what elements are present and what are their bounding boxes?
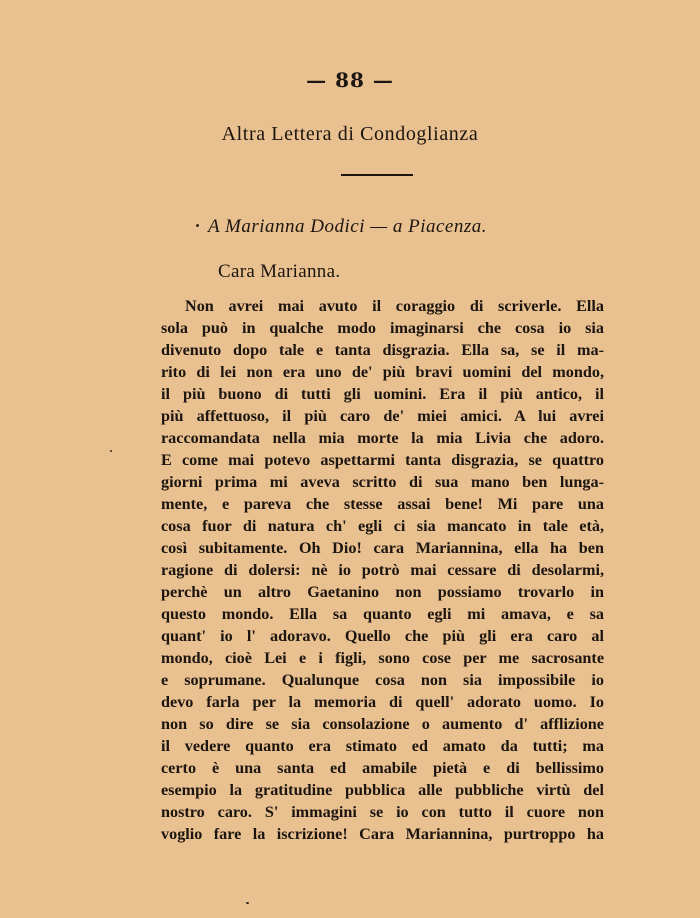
body-line: cosa fuor di natura ch' egli ci sia mancato in tale età, <box>161 517 604 535</box>
letter-body <box>161 295 604 845</box>
body-line: sola può in qualche modo imaginarsi che cosa io sia <box>161 319 604 337</box>
body-line: mente, e pareva che stesse assai bene! Mi pare una <box>161 495 604 513</box>
letter-addressee: A Marianna Dodici — a Piacenza. <box>208 216 488 237</box>
paper-speck <box>196 224 199 227</box>
body-line: nostro caro. S' immagini se io con tutto il cuore non <box>161 803 604 821</box>
body-line: E come mai potevo aspettarmi tanta disgrazia, se quattro <box>161 451 604 469</box>
body-line: voglio fare la iscrizione! Cara Mariannina, purtroppo ha <box>161 825 604 843</box>
letter-title: Altra Lettera di Condoglianza <box>221 123 479 145</box>
body-line: più affettuoso, il più caro de' miei amici. A lui avrei <box>161 407 604 425</box>
body-line: giorni prima mi aveva scritto di sua mano ben lunga- <box>161 473 604 491</box>
body-line: questo mondo. Ella sa quanto egli mi amava, e sa <box>161 605 604 623</box>
body-line: non so dire se sia consolazione o aumento d' afflizione <box>161 715 604 733</box>
body-line: raccomandata nella mia morte la mia Livia che adoro. <box>161 429 604 447</box>
letter-salutation: Cara Marianna. <box>218 261 341 282</box>
paper-speck <box>246 902 249 904</box>
body-line: perchè un altro Gaetanino non possiamo trovarlo in <box>161 583 604 601</box>
body-line: esempio la gratitudine pubblica alle pubbliche virtù del <box>161 781 604 799</box>
body-line: così subitamente. Oh Dio! cara Mariannina, ella ha ben <box>161 539 604 557</box>
title-divider <box>341 174 413 176</box>
body-line: Non avrei mai avuto il coraggio di scriverle. Ella <box>185 297 604 315</box>
paper-speck <box>110 450 112 452</box>
body-line: divenuto dopo tale e tanta disgrazia. Ella sa, se il ma- <box>161 341 604 359</box>
body-line: il più buono di tutti gli uomini. Era il più antico, il <box>161 385 604 403</box>
body-line: quant' io l' adoravo. Quello che più gli era caro al <box>161 627 604 645</box>
body-line: certo è una santa ed amabile pietà e di bellissimo <box>161 759 604 777</box>
page-number: — 88 — <box>306 68 394 92</box>
body-line: ragione di dolersi: nè io potrò mai cessare di desolarmi, <box>161 561 604 579</box>
body-line: il vedere quanto era stimato ed amato da tutti; ma <box>161 737 604 755</box>
body-line: mondo, cioè Lei e i figli, sono cose per me sacrosante <box>161 649 604 667</box>
body-line: e soprumane. Qualunque cosa non sia impossibile io <box>161 671 604 689</box>
body-line: devo farla per la memoria di quell' adorato uomo. Io <box>161 693 604 711</box>
body-line: rito di lei non era uno de' più bravi uomini del mondo, <box>161 363 604 381</box>
